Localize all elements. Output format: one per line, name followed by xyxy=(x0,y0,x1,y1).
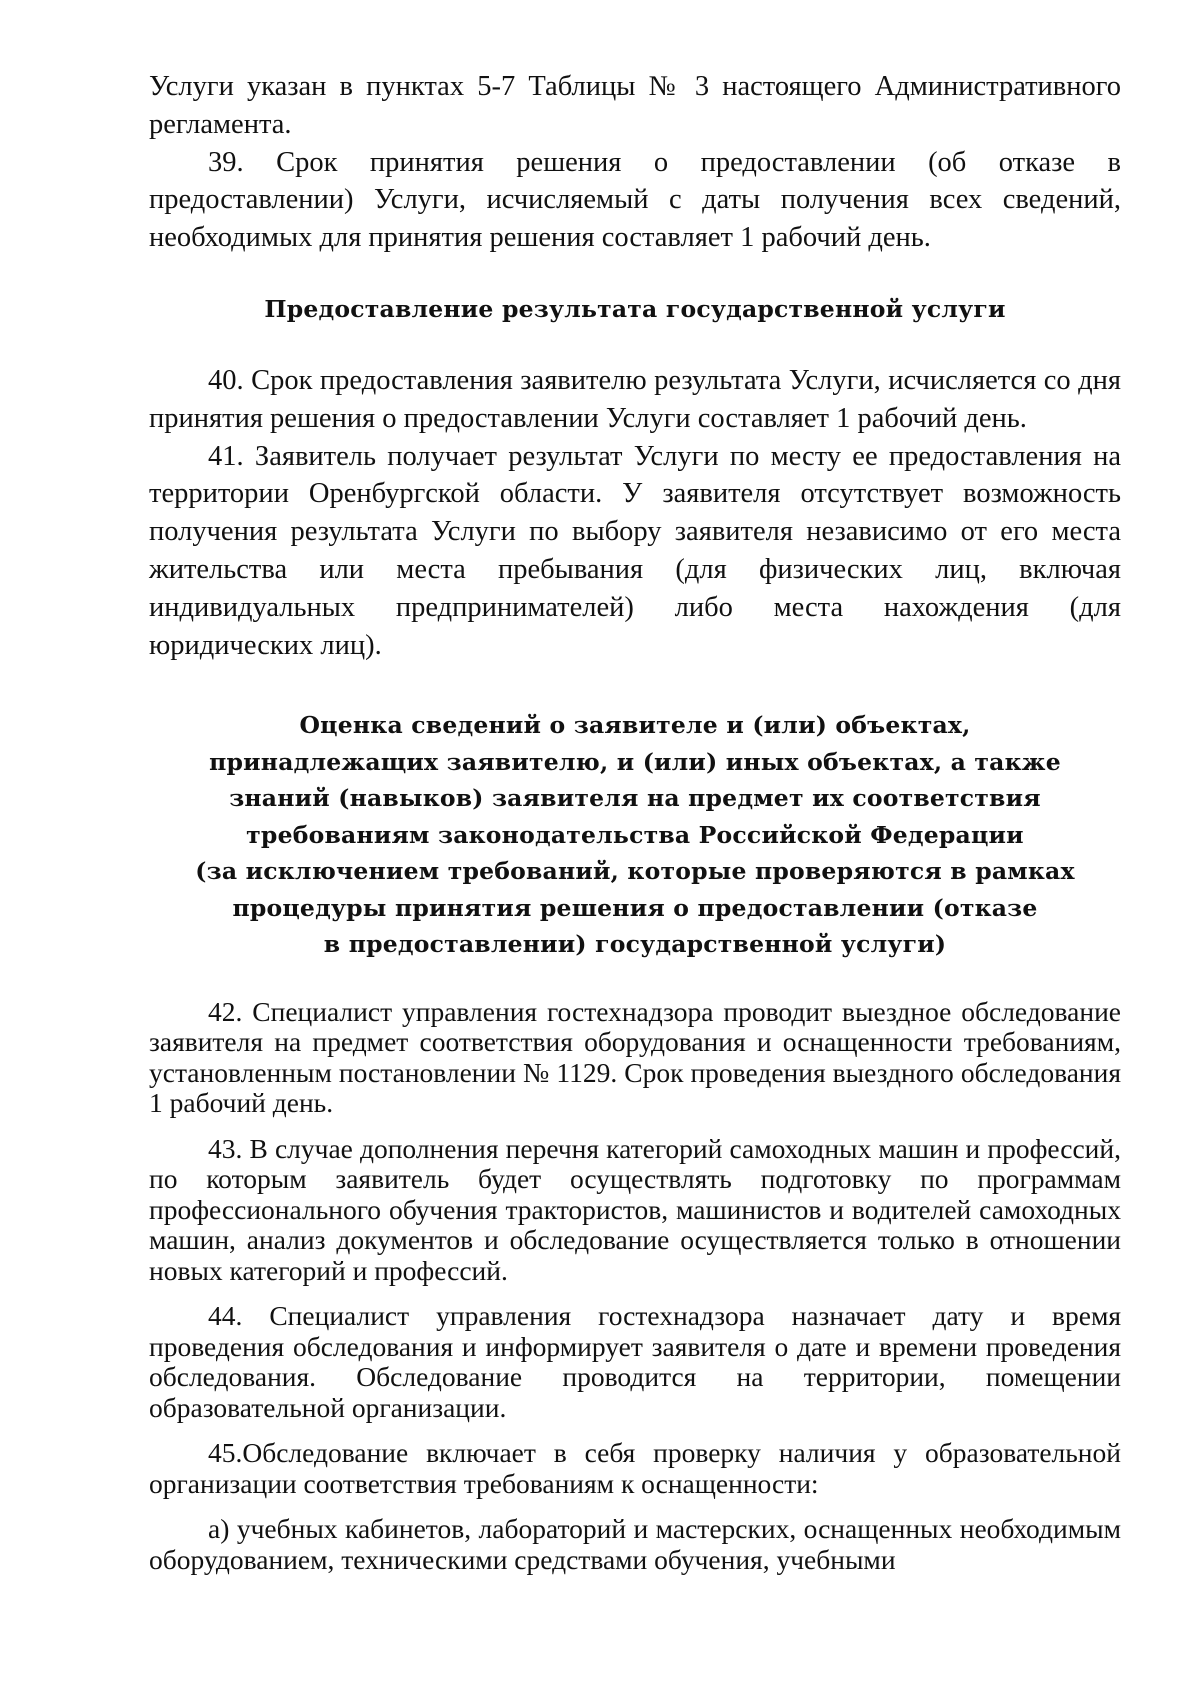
paragraph-continuation: Услуги указан в пунктах 5-7 Таблицы № 3 настоящего Административного регламента. xyxy=(149,71,1121,140)
paragraph-item-a: а) учебных кабинетов, лабораторий и мастерских, оснащенных необходимым оборудованием, техническими средствами обучения, учебными xyxy=(149,1513,1121,1575)
paragraph-44: 44. Специалист управления гостехнадзора назначает дату и время проведения обследования и информирует заявителя о дате и времени проведения обследования. Обследование проводится на территории, помещении образовательной организации. xyxy=(149,1300,1121,1423)
paragraph-40: 40. Срок предоставления заявителю результата Услуги, исчисляется со дня принятия решения о предоставлении Услуги составляет 1 рабочий день. xyxy=(149,364,1121,434)
heading-line: принадлежащих заявителю, и (или) иных объектах, а также xyxy=(209,747,1061,776)
paragraph-43: 43. В случае дополнения перечня категорий самоходных машин и профессий, по которым заявитель будет осуществлять подготовку по программам профессионального обучения трактористов, машинистов и водителей самоходных машин, анализ документов и обследование осуществляется только в отношении новых категорий и профессий. xyxy=(149,1132,1121,1286)
paragraph-42: 42. Специалист управления гостехнадзора проводит выездное обследование заявителя на предмет соответствия оборудования и оснащенности требованиям, установленным постановлении № 1129. Срок проведения выездного обследования 1 рабочий день. xyxy=(149,995,1121,1119)
heading-line: (за исключением требований, которые проверяются в рамках xyxy=(195,857,1075,886)
heading-applicant-assessment xyxy=(149,707,1121,963)
heading-line: требованиям законодательства Российской Федерации xyxy=(246,820,1024,849)
document-page xyxy=(149,68,1121,1575)
heading-line: знаний (навыков) заявителя на предмет их соответствия xyxy=(229,784,1041,813)
heading-line: процедуры принятия решения о предоставлении (отказе xyxy=(232,893,1038,922)
heading-line: Оценка сведений о заявителе и (или) объектах, xyxy=(299,711,971,740)
paragraph-41: 41. Заявитель получает результат Услуги по месту ее предоставления на территории Оренбургской области. У заявителя отсутствует возможность получения результата Услуги по выбору заявителя независимо от его места жительства или места пребывания (для физических лиц, включая индивидуальных предпринимателей) либо места нахождения (для юридических лиц). xyxy=(149,440,1121,661)
paragraph-39: 39. Срок принятия решения о предоставлении (об отказе в предоставлении) Услуги, исчисляемый с даты получения всех сведений, необходимых для принятия решения составляет 1 рабочий день. xyxy=(149,146,1121,254)
heading-line: в предоставлении) государственной услуги) xyxy=(323,930,947,959)
heading-result-provision: Предоставление результата государственной услуги xyxy=(264,294,1006,323)
paragraph-45: 45.Обследование включает в себя проверку наличия у образовательной организации соответствия требованиям к оснащенности: xyxy=(149,1437,1121,1499)
